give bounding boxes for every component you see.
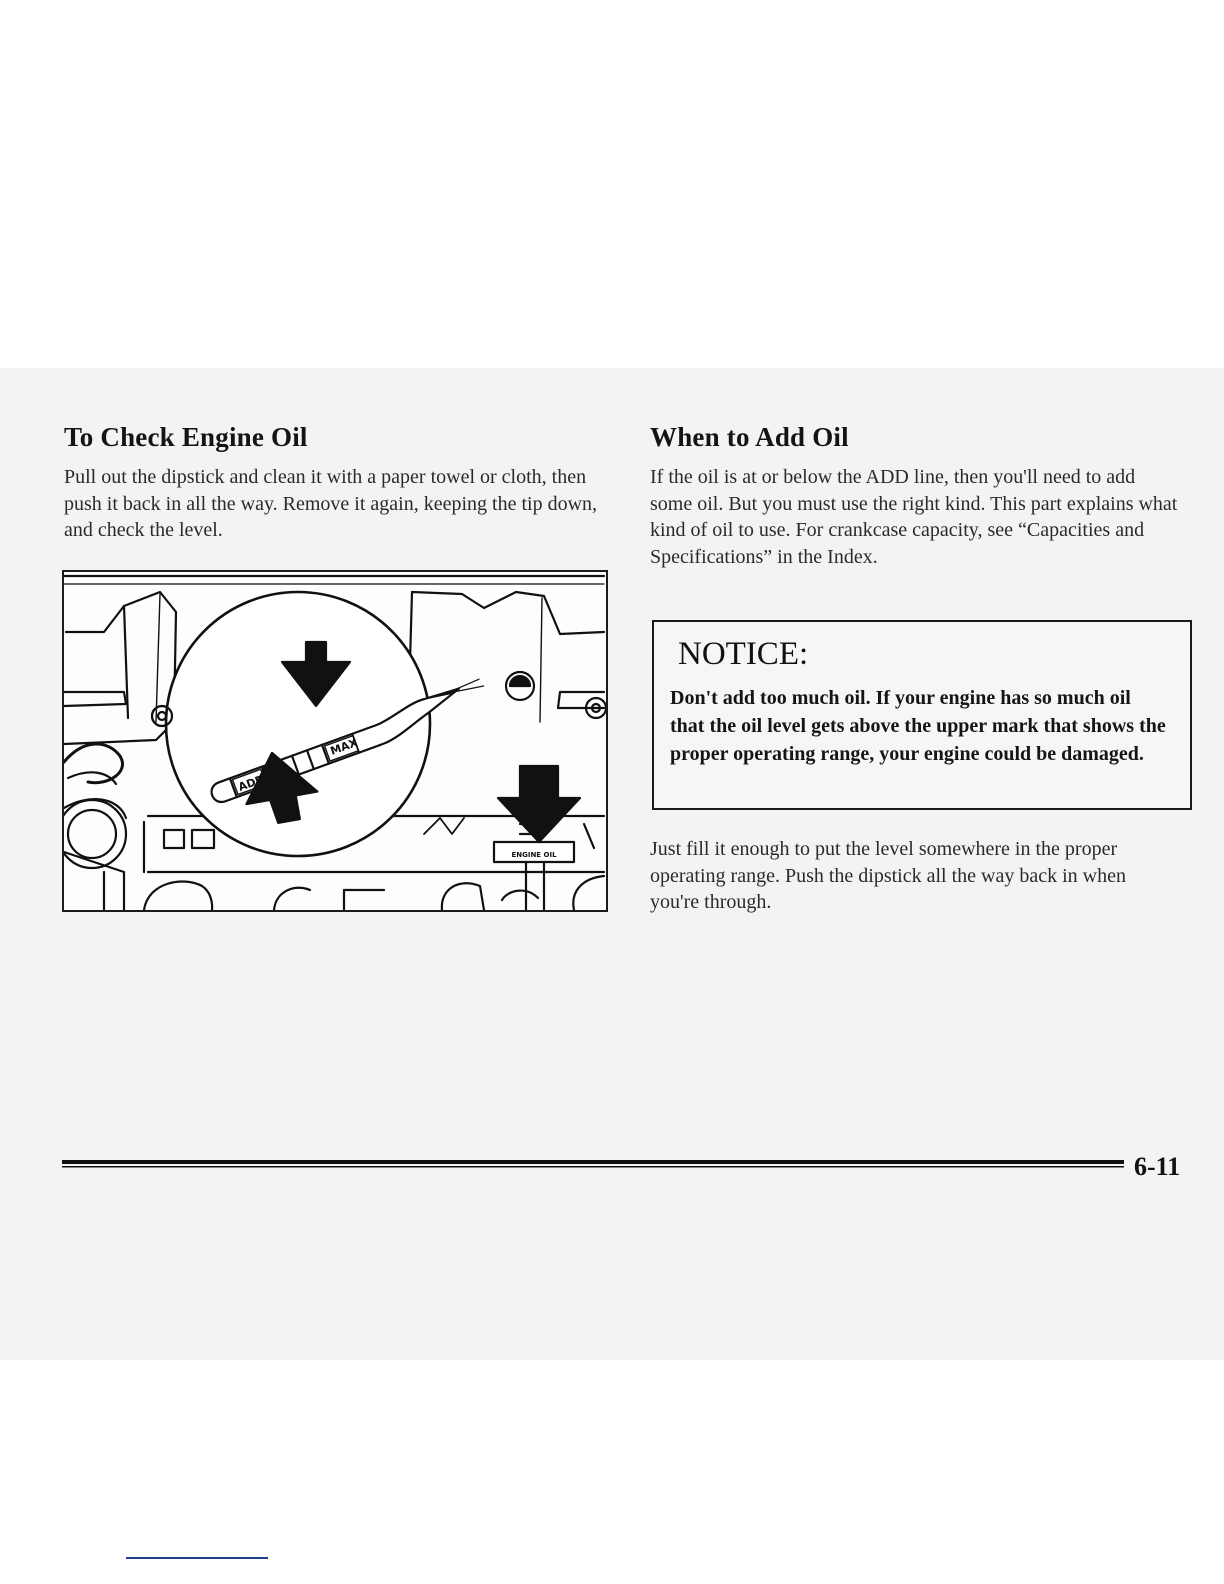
oil-cap-label: ENGINE OIL [511,851,557,859]
fill-instructions-paragraph: Just fill it enough to put the level somewhere in the proper operating range. Push the dipstick all the way back in when you're through. [650,838,1126,913]
page-number: 6-11 [1134,1152,1181,1181]
dipstick-add-label: ADD [236,772,267,794]
notice-box [652,620,1192,810]
notice-title: NOTICE: [678,636,809,672]
notice-body: Don't add too much oil. If your engine has so much oil that the oil level gets above the upper mark that shows the proper operating range, your engine could be damaged. [670,687,1166,765]
check-oil-paragraph: Pull out the dipstick and clean it with a paper towel or cloth, then push it back in all the way. Remove it again, keeping the tip down, and check the level. [64,466,598,541]
section-heading-add-oil: When to Add Oil [650,422,849,452]
add-oil-paragraph: If the oil is at or below the ADD line, then you'll need to add some oil. But you must use the right kind. This part explains what kind of oil to use. For crankcase capacity, see “Capacities and Specifications” in the Index. [650,466,1178,568]
dipstick-max-label: MAX [328,736,360,758]
bottom-link-line [126,1557,268,1559]
engine-dipstick-illustration [62,570,608,912]
section-heading-check-oil: To Check Engine Oil [64,422,308,452]
footer-rule [62,1160,1124,1169]
